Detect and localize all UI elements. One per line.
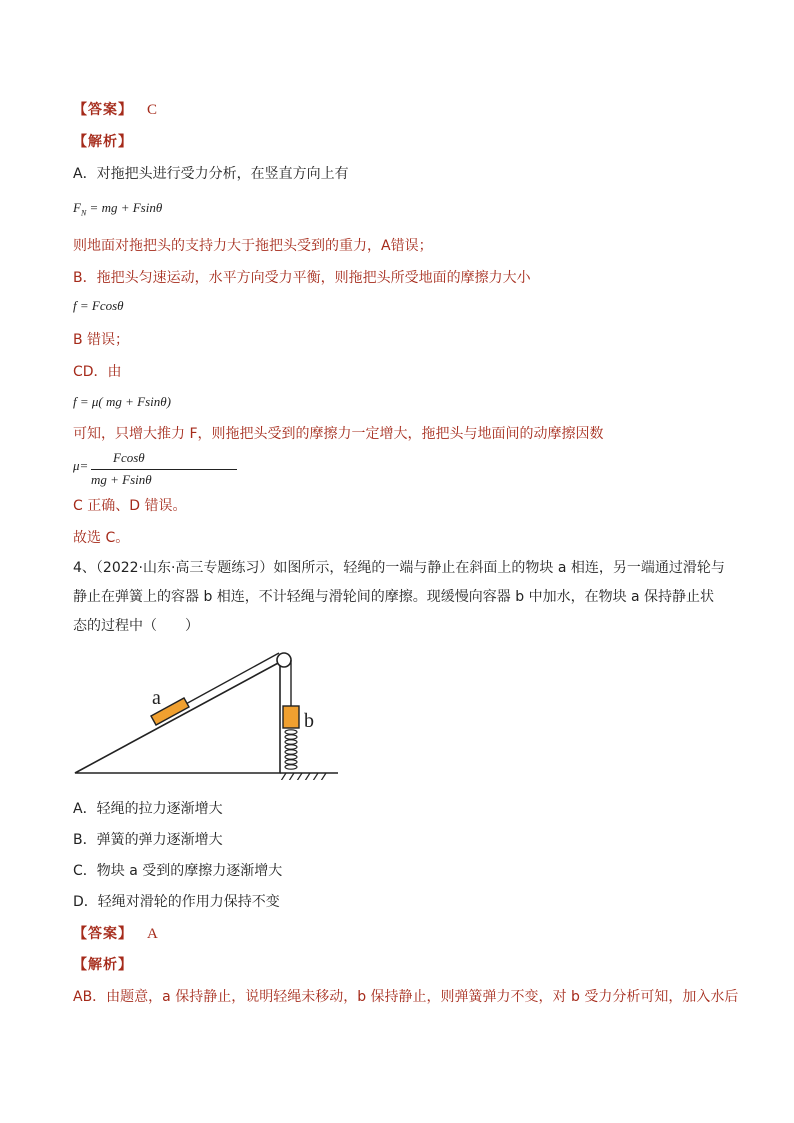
option-d: D．轻绳对滑轮的作用力保持不变 xyxy=(73,894,280,910)
answer-tag: 【答案】 xyxy=(73,102,133,118)
analysis-tag-line-2 xyxy=(73,955,133,975)
pulley-icon xyxy=(277,653,291,667)
analysis-ab-line: AB．由题意，a 保持静止，说明轻绳未移动，b 保持静止，则弹簧弹力不变，对 b 受力分析可知，加入水后 xyxy=(73,989,739,1005)
fraction-bar xyxy=(91,469,237,470)
eq1-right: = mg + Fsinθ xyxy=(86,200,163,215)
analysis-a-line: A．对拖把头进行受力分析，在竖直方向上有 xyxy=(73,166,349,182)
option-c: C．物块 a 受到的摩擦力逐渐增大 xyxy=(73,863,283,879)
fraction-numerator: Fcosθ xyxy=(113,450,145,465)
question-4-stem: 4、（2022·山东·高三专题练习）如图所示，轻绳的一端与静止在斜面上的物块 a 相连，另一端通过滑轮与静止在弹簧上的容器 b 相连，不计轻绳与滑轮间的摩擦。现缓慢向容器 b 中加水，在物块 a 保持静止状态的过程中（ ） xyxy=(73,560,725,634)
answer-tag-2: 【答案】 xyxy=(73,926,133,942)
answer-line-1 xyxy=(73,100,157,120)
container-b xyxy=(283,706,299,728)
analysis-b-line: B．拖把头匀速运动，水平方向受力平衡，则拖把头所受地面的摩擦力大小 xyxy=(73,270,531,286)
equation-friction-mu: f = μ( mg + Fsinθ) xyxy=(73,394,171,409)
option-b: B．弹簧的弹力逐渐增大 xyxy=(73,832,223,848)
analysis-tag-2: 【解析】 xyxy=(73,957,133,973)
analysis-cd-text: 可知，只增大推力 F，则拖把头受到的摩擦力一定增大，拖把头与地面间的动摩擦因数 xyxy=(73,426,604,442)
incline-pulley-diagram xyxy=(70,648,350,780)
equation-normal-force xyxy=(73,198,162,224)
ground-hatch xyxy=(279,773,326,780)
analysis-b-conclusion: B 错误； xyxy=(73,332,130,348)
label-b: b xyxy=(304,710,314,732)
analysis-tag-line-1 xyxy=(73,132,133,152)
answer-value: C xyxy=(147,102,158,118)
equation-friction: f = Fcosθ xyxy=(73,298,124,313)
eq1-sub: N xyxy=(80,208,87,218)
analysis-tag: 【解析】 xyxy=(73,134,133,150)
label-a: a xyxy=(152,687,161,709)
option-a: A．轻绳的拉力逐渐增大 xyxy=(73,801,223,817)
analysis-cd-conclusion: C 正确、D 错误。 xyxy=(73,498,187,514)
analysis-cd-line: CD．由 xyxy=(73,364,122,380)
rope-incline xyxy=(184,653,279,705)
answer-value-2: A xyxy=(147,926,158,942)
incline-triangle xyxy=(75,662,280,773)
answer-line-2 xyxy=(73,924,158,944)
fraction-denominator: mg + Fsinθ xyxy=(91,472,152,487)
spring-icon xyxy=(285,730,297,769)
analysis-final: 故选 C。 xyxy=(73,530,130,546)
eq1-left: F xyxy=(73,200,81,215)
mu-symbol: μ= xyxy=(73,458,89,473)
analysis-a-conclusion: 则地面对拖把头的支持力大于拖把头受到的重力，A错误； xyxy=(73,238,433,254)
